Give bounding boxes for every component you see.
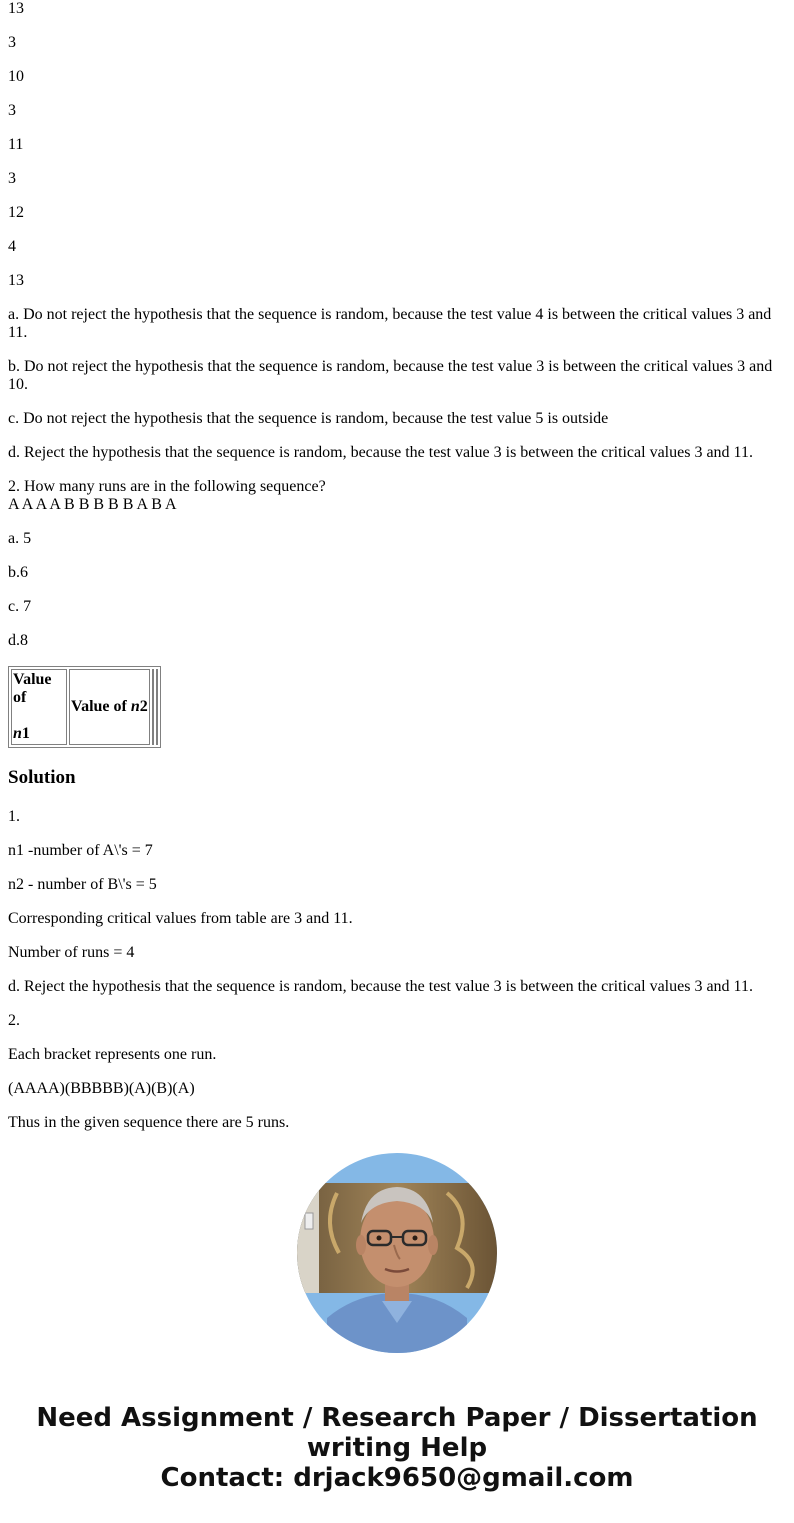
solution-line: 1. <box>8 808 20 825</box>
question1-option-d: d. Reject the hypothesis that the sequence is random, because the test value 3 is between the critical values 3 and 11. <box>8 444 753 461</box>
table-value: 13 <box>8 0 24 17</box>
question2-sequence: A A A A B B B B B A B A <box>8 496 177 513</box>
n2-header-label: Value of <box>71 698 131 715</box>
question1-option-b: b. Do not reject the hypothesis that the sequence is random, because the test value 3 is between the critical values 3 and 10. <box>8 358 773 393</box>
solution-line: (AAAA)(BBBBB)(A)(B)(A) <box>8 1080 195 1097</box>
solution-line: n1 -number of A\'s = 7 <box>8 842 153 859</box>
critical-values-table <box>8 666 161 748</box>
solution-line: d. Reject the hypothesis that the sequence is random, because the test value 3 is between the critical values 3 and 11. <box>8 978 753 995</box>
author-portrait-image <box>297 1153 497 1353</box>
empty-cell <box>152 669 154 745</box>
solution-line: Each bracket represents one run. <box>8 1046 217 1063</box>
table-value: 10 <box>8 68 24 85</box>
table-value: 11 <box>8 136 24 153</box>
question1-option-a: a. Do not reject the hypothesis that the sequence is random, because the test value 4 is between the critical values 3 and 11. <box>8 306 772 341</box>
solution-line: Corresponding critical values from table are 3 and 11. <box>8 910 353 927</box>
solution-line: Number of runs = 4 <box>8 944 135 961</box>
footer-line-2: writing Help <box>306 1433 488 1463</box>
n1-header-label: Value of <box>13 671 52 706</box>
n2-header-cell <box>69 669 150 745</box>
n2-header-sub: 2 <box>139 698 148 715</box>
solution-line: 2. <box>8 1012 20 1029</box>
question2-option: c. 7 <box>8 598 32 615</box>
table-value: 3 <box>8 170 16 187</box>
footer-line-1: Need Assignment / Research Paper / Dissertation <box>36 1403 758 1433</box>
solution-heading: Solution <box>8 767 76 788</box>
n1-header-var: n <box>13 725 22 742</box>
n1-header-sub: 1 <box>21 725 30 742</box>
table-value: 4 <box>8 238 16 255</box>
n2-header-var: n <box>130 698 140 715</box>
author-avatar <box>297 1153 497 1353</box>
question2-option: a. 5 <box>8 530 32 547</box>
table-value: 13 <box>8 272 24 289</box>
question2-prompt: 2. How many runs are in the following sequence? <box>8 478 326 495</box>
n1-header-cell <box>11 669 67 745</box>
question2-option: b.6 <box>8 564 28 581</box>
footer-contact: Contact: drjack9650@gmail.com <box>160 1463 634 1493</box>
question2-block <box>8 478 786 514</box>
solution-line: n2 - number of B\'s = 5 <box>8 876 157 893</box>
table-value: 12 <box>8 204 24 221</box>
table-value: 3 <box>8 102 16 119</box>
question1-option-c: c. Do not reject the hypothesis that the sequence is random, because the test value 5 is outside <box>8 410 609 427</box>
promo-footer <box>0 1403 794 1493</box>
document-body <box>8 0 786 1148</box>
empty-cell <box>156 669 158 745</box>
table-value: 3 <box>8 34 16 51</box>
question2-option: d.8 <box>8 632 28 649</box>
solution-line: Thus in the given sequence there are 5 runs. <box>8 1114 290 1131</box>
